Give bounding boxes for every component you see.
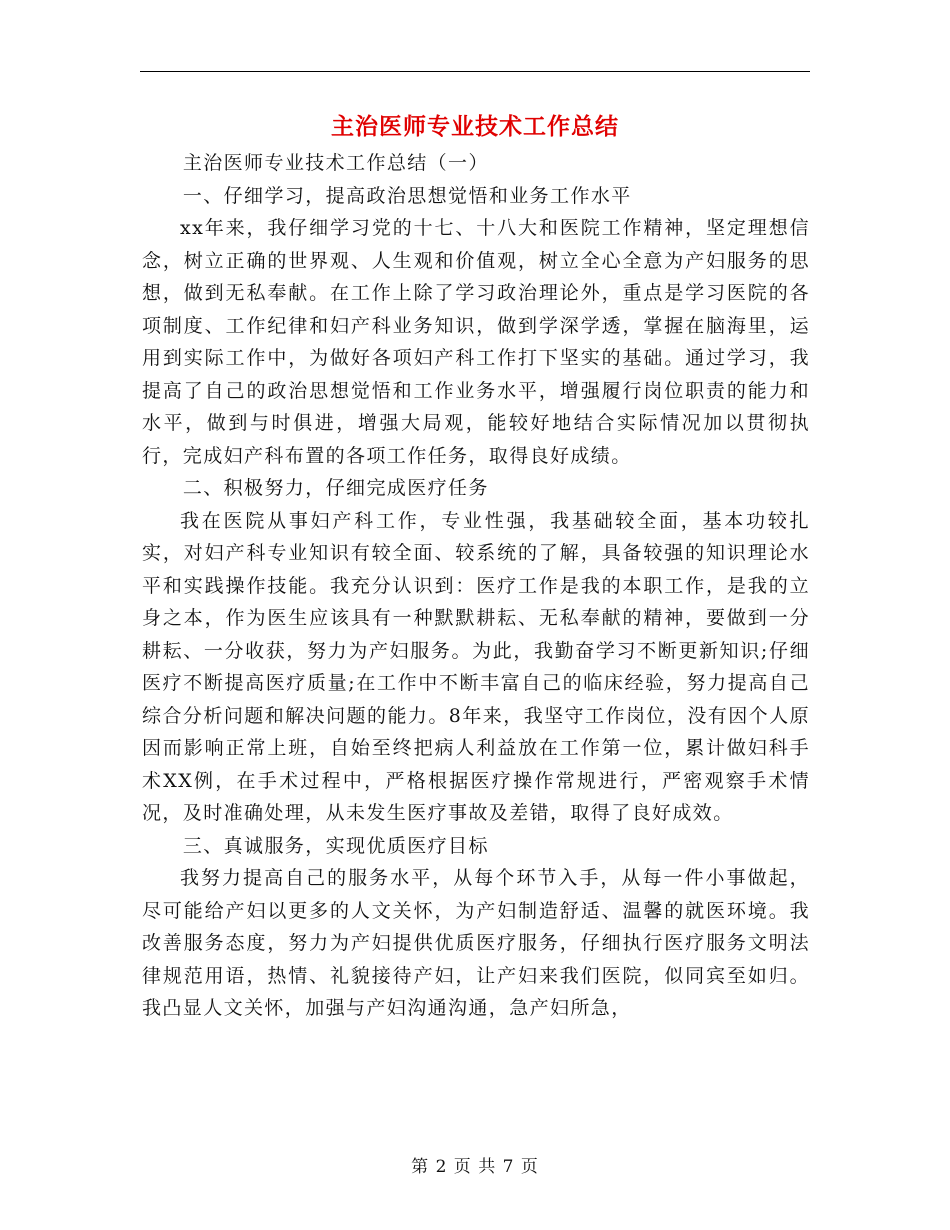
document-title: 主治医师专业技术工作总结 <box>331 113 619 140</box>
section-heading-3: 三、真诚服务，实现优质医疗目标 <box>182 834 489 857</box>
document-body <box>142 147 810 1025</box>
body-paragraph-1: xx年来，我仔细学习党的十七、十八大和医院工作精神，坚定理想信念，树立正确的世界观、人生观和价值观，树立全心全意为产妇服务的思想，做到无私奉献。在工作上除了学习政治理论外，重点是学习医院的各项制度、工作纪律和妇产科业务知识，做到学深学透，掌握在脑海里，运用到实际工作中，为做好各项妇产科工作打下坚实的基础。通过学习，我提高了自己的政治思想觉悟和工作业务水平，增强履行岗位职责的能力和水平，做到与时俱进，增强大局观，能较好地结合实际情况加以贯彻执行，完成妇产科布置的各项工作任务，取得良好成绩。 <box>142 217 810 467</box>
footer-suffix: 页 <box>520 1157 539 1177</box>
body-paragraph-3: 我努力提高自己的服务水平，从每个环节入手，从每一件小事做起，尽可能给产妇以更多的人文关怀，为产妇制造舒适、温馨的就医环境。我改善服务态度，努力为产妇提供优质医疗服务，仔细执行医疗服务文明法律规范用语，热情、礼貌接待产妇，让产妇来我们医院，似同宾至如归。我凸显人文关怀，加强与产妇沟通沟通，急产妇所急， <box>142 867 810 1019</box>
section-heading-2: 二、积极努力，仔细完成医疗任务 <box>182 477 489 499</box>
header-rule <box>140 71 810 72</box>
footer-middle: 页 共 <box>453 1157 497 1177</box>
body-paragraph-2: 我在医院从事妇产科工作，专业性强，我基础较全面，基本功较扎实，对妇产科专业知识有较全面、较系统的了解，具备较强的知识理论水平和实践操作技能。我充分认识到：医疗工作是我的本职工作，是我的立身之本，作为医生应该具有一种默默耕耘、无私奉献的精神，要做到一分耕耘、一分收获，努力为产妇服务。为此，我勤奋学习不断更新知识;仔细医疗不断提高医疗质量;在工作中不断丰富自己的临床经验，努力提高自己综合分析问题和解决问题的能力。8年来，我坚守工作岗位，没有因个人原因而影响正常上班，自始至终把病人利益放在工作第一位，累计做妇科手术XX例，在手术过程中，严格根据医疗操作常规进行，严密观察手术情况，及时准确处理，从未发生医疗事故及差错，取得了良好成效。 <box>142 509 810 824</box>
footer-total-pages: 7 <box>502 1157 515 1177</box>
page-footer <box>0 1152 950 1177</box>
footer-page-number: 2 <box>435 1157 448 1177</box>
section-heading-1: 一、仔细学习，提高政治思想觉悟和业务工作水平 <box>182 184 632 207</box>
subtitle-paragraph: 主治医师专业技术工作总结（一） <box>182 152 489 174</box>
footer-prefix: 第 <box>411 1157 430 1177</box>
